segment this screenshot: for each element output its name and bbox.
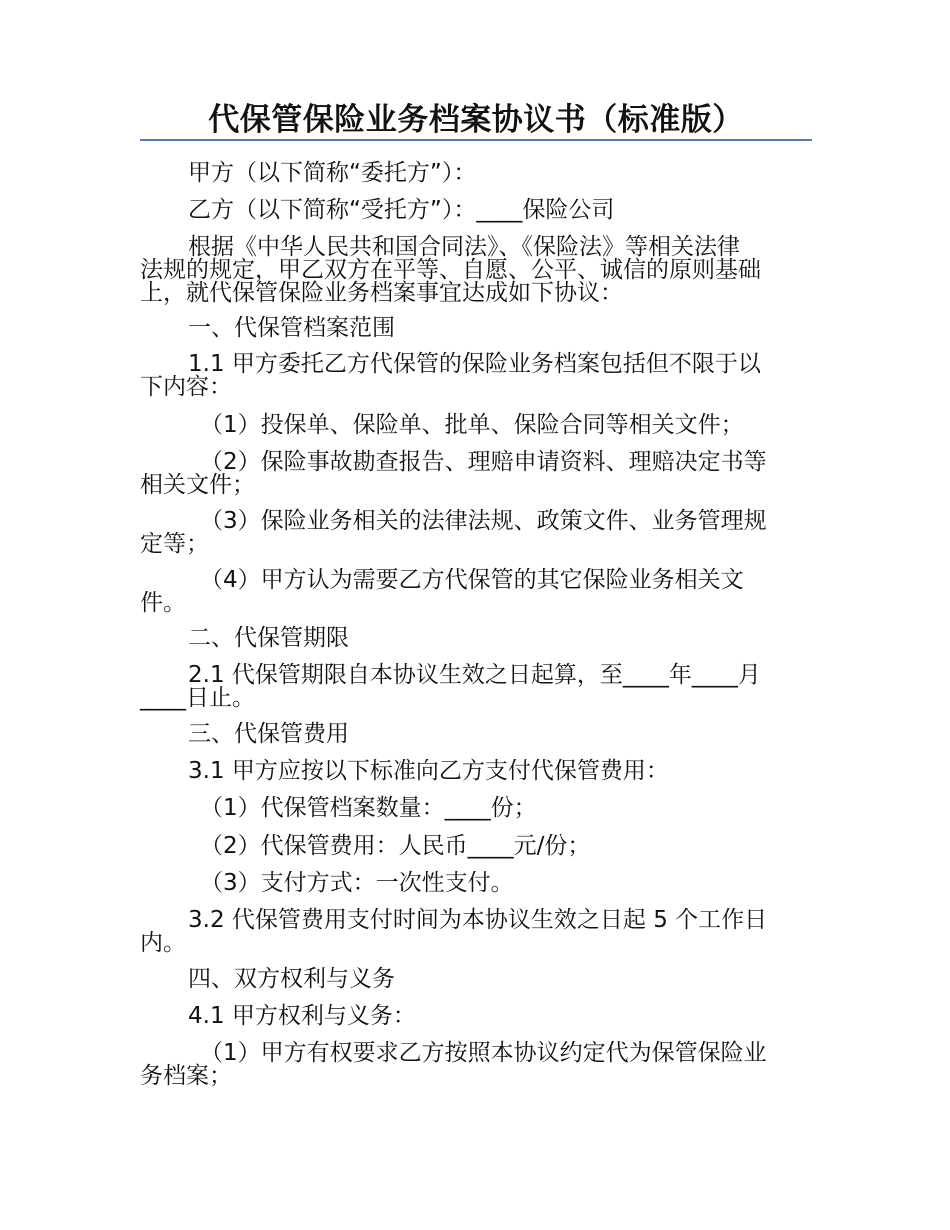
text-line: 务档案； — [140, 1063, 232, 1089]
text-line: 甲方（以下简称“委托方”）： — [188, 160, 477, 186]
text-line: 一、代保管档案范围 — [188, 315, 395, 341]
text-line: （1）甲方有权要求乙方按照本协议约定代为保管保险业 — [200, 1040, 767, 1066]
text-line: 根据《中华人民共和国合同法》、《保险法》等相关法律 — [188, 234, 740, 260]
text-line: （3）支付方式：一次性支付。 — [200, 870, 514, 896]
list-item — [140, 569, 812, 615]
text-line: （1）代保管档案数量：____份； — [200, 795, 537, 821]
text-line: （2）保险事故勘查报告、理赔申请资料、理赔决定书等 — [200, 449, 767, 475]
list-item — [140, 451, 812, 497]
list-item — [140, 835, 812, 858]
text-line: 内。 — [140, 930, 186, 956]
text-line: （4）甲方认为需要乙方代保管的其它保险业务相关文 — [200, 567, 744, 593]
clause-paragraph — [140, 1005, 812, 1028]
text-line: 上，就代保管保险业务档案事宜达成如下协议： — [140, 280, 623, 306]
text-line: 相关文件； — [140, 472, 255, 498]
list-item — [140, 797, 812, 820]
section-heading — [140, 723, 812, 746]
text-line: 四、双方权利与义务 — [188, 966, 395, 992]
text-line: 3.1 甲方应按以下标准向乙方支付代保管费用： — [188, 758, 669, 784]
clause-paragraph — [140, 353, 812, 399]
text-line: 件。 — [140, 590, 186, 616]
section-heading — [140, 968, 812, 991]
title-underline — [140, 139, 812, 141]
text-line: （2）代保管费用：人民币____元/份； — [200, 833, 591, 859]
clause-paragraph — [140, 664, 812, 710]
text-line: 3.2 代保管费用支付时间为本协议生效之日起 5 个工作日 — [188, 907, 768, 933]
clause-paragraph — [140, 909, 812, 955]
text-line: 二、代保管期限 — [188, 625, 349, 651]
list-item — [140, 414, 812, 437]
text-line: 4.1 甲方权利与义务： — [188, 1003, 416, 1029]
preamble-paragraph — [140, 236, 812, 305]
text-line: 乙方（以下简称“受托方”）：____保险公司 — [188, 197, 615, 223]
list-item — [140, 872, 812, 895]
text-line: 定等； — [140, 531, 209, 557]
document-title: 代保管保险业务档案协议书（标准版） — [208, 102, 744, 138]
party-a-line — [140, 162, 812, 185]
list-item — [140, 1042, 812, 1088]
section-heading — [140, 627, 812, 650]
text-line: 1.1 甲方委托乙方代保管的保险业务档案包括但不限于以 — [188, 351, 761, 377]
text-line: 下内容： — [140, 374, 232, 400]
text-line: 三、代保管费用 — [188, 721, 349, 747]
clause-paragraph — [140, 760, 812, 783]
text-line: ____日止。 — [140, 685, 255, 711]
list-item — [140, 510, 812, 556]
text-line: （1）投保单、保险单、批单、保险合同等相关文件； — [200, 412, 744, 438]
party-b-line — [140, 199, 812, 222]
section-heading — [140, 317, 812, 340]
text-line: 2.1 代保管期限自本协议生效之日起算，至____年____月 — [188, 662, 761, 688]
text-line: （3）保险业务相关的法律法规、政策文件、业务管理规 — [200, 508, 767, 534]
text-line: 法规的规定，甲乙双方在平等、自愿、公平、诚信的原则基础 — [140, 257, 761, 283]
